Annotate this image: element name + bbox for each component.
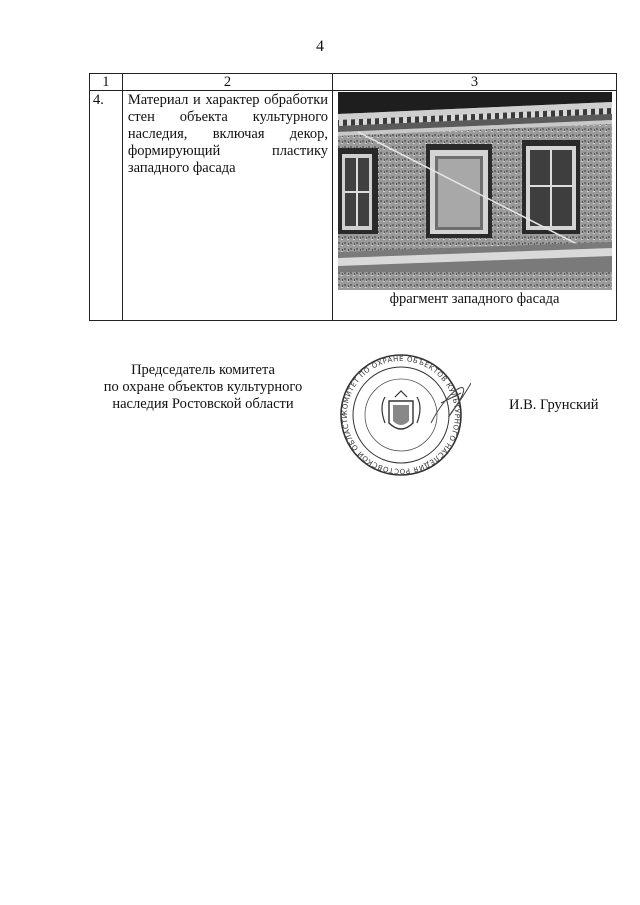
svg-text:КОМИТЕТ ПО ОХРАНЕ ОБЪЕКТОВ КУЛ: КОМИТЕТ ПО ОХРАНЕ ОБЪЕКТОВ КУЛЬТУРНОГО НАСЛЕДИЯ РОСТОВСКОЙ ОБЛАСТИ	[340, 354, 462, 476]
header-col-1: 1	[90, 74, 123, 91]
table-row	[90, 91, 617, 321]
signatory-title	[95, 362, 311, 413]
signatory-title-line-2: по охране объектов культурного	[103, 379, 303, 395]
table-header-row	[90, 74, 617, 91]
features-table	[89, 73, 617, 321]
row-description: Материал и характер обработки стен объекта культурного наследия, включая декор, формирующий пластику западного фасада	[122, 91, 332, 321]
official-seal	[331, 353, 471, 477]
row-photo-cell	[333, 91, 617, 321]
photo-caption: фрагмент западного фасада	[389, 291, 560, 307]
header-col-2: 2	[122, 74, 332, 91]
signatory-title-line-1: Председатель комитета	[131, 362, 275, 378]
signatory-title-line-3: наследия Ростовской области	[112, 396, 294, 412]
signatory-name: И.В. Грунский	[509, 397, 599, 413]
facade-photo	[338, 92, 612, 290]
row-number: 4.	[90, 91, 123, 321]
header-col-3: 3	[333, 74, 617, 91]
page-number: 4	[316, 38, 324, 55]
